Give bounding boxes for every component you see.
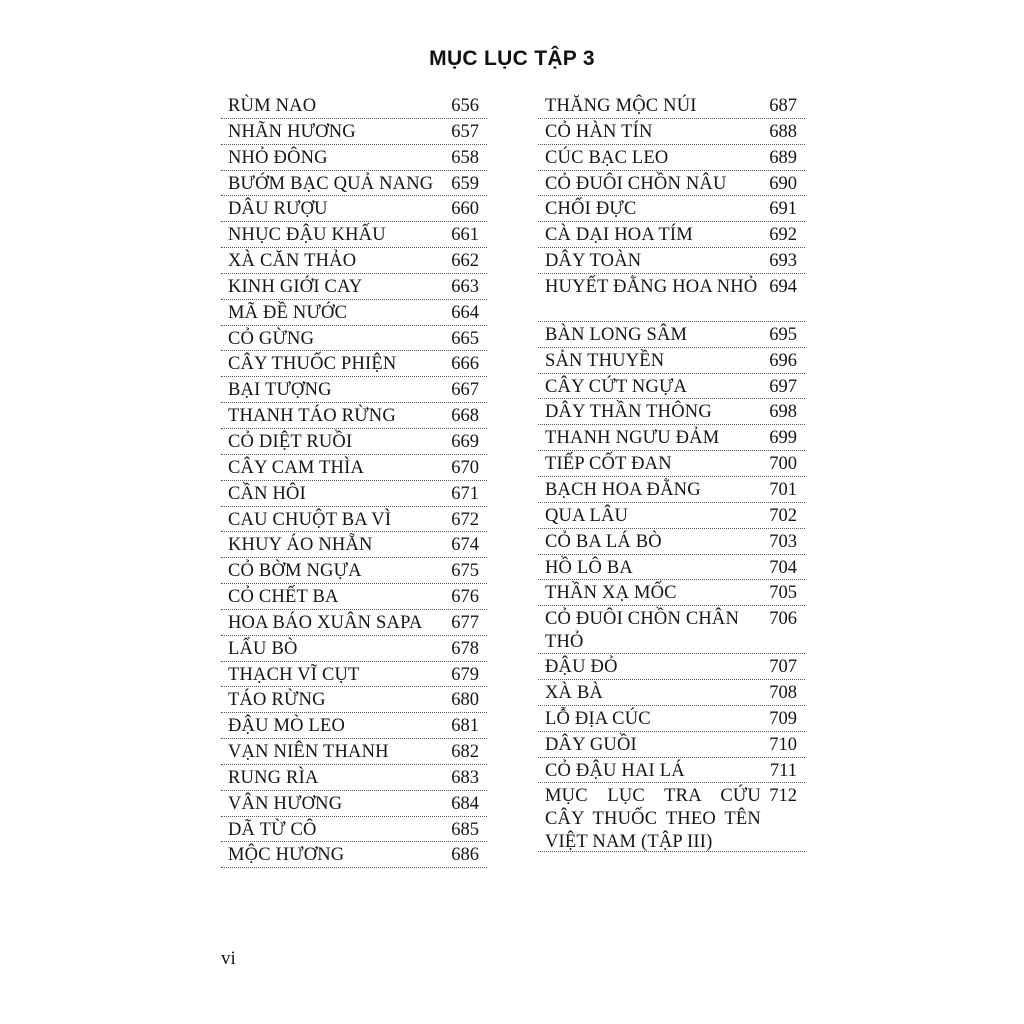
toc-entry-page-number: 667 <box>451 380 479 401</box>
toc-entry <box>221 455 487 481</box>
toc-entry-title: HUYẾT ĐẰNG HOA NHỎ <box>545 276 758 297</box>
toc-entry <box>538 196 805 222</box>
toc-entry-title: SẢN THUYỀN <box>545 350 665 371</box>
toc-entry-page-number: 705 <box>769 583 797 604</box>
toc-entry <box>221 403 487 429</box>
toc-entry-title: THĂNG MỘC NÚI <box>545 96 697 116</box>
toc-entry-page-number: 691 <box>769 199 797 220</box>
page-title: MỤC LỤC TẬP 3 <box>429 47 595 70</box>
toc-entry-page-number: 697 <box>769 376 797 397</box>
toc-entry-page-number: 672 <box>451 509 479 530</box>
toc-entry <box>221 93 487 119</box>
toc-entry <box>221 429 487 455</box>
toc-entry-title: THANH NGƯU ĐẢM <box>545 428 720 449</box>
toc-entry-title: RÙM NAO <box>228 96 317 116</box>
toc-entry <box>538 783 805 852</box>
toc-entry-page-number: 687 <box>769 96 797 116</box>
toc-entry <box>221 171 487 197</box>
toc-entry-title: XÀ BÀ <box>545 683 604 704</box>
toc-entry-page-number: 711 <box>769 760 797 781</box>
toc-entry-page-number: 708 <box>769 683 797 704</box>
toc-entry-title: CHỔI ĐỰC <box>545 199 637 220</box>
toc-entry-title: CÀ DẠI HOA TÍM <box>545 225 693 246</box>
toc-entry-page-number: 680 <box>451 690 479 711</box>
toc-entry <box>538 706 805 732</box>
toc-entry-page-number: 660 <box>451 199 479 220</box>
toc-entry-page-number: 683 <box>451 767 479 788</box>
toc-entry-title: TÁO RỪNG <box>228 690 326 711</box>
toc-entry <box>538 606 805 654</box>
toc-entry <box>221 765 487 791</box>
toc-entry-page-number: 712 <box>769 786 797 807</box>
toc-entry <box>538 274 805 322</box>
toc-entry-page-number: 694 <box>769 276 797 297</box>
toc-entry-page-number: 674 <box>451 535 479 556</box>
toc-entry-title: MỤC LỤC TRA CỨU CÂY THUỐC THEO TÊN VIỆT NAM (TẬP III) <box>545 786 761 853</box>
toc-entry-page-number: 701 <box>769 479 797 500</box>
toc-entry-title: CỎ ĐUÔI CHỒN NÂU <box>545 173 727 194</box>
toc-entry-title: THANH TÁO RỪNG <box>228 406 396 427</box>
toc-entry <box>221 791 487 817</box>
toc-entry <box>538 654 805 680</box>
toc-entry-title: NHỤC ĐẬU KHẤU <box>228 225 386 246</box>
toc-entry-page-number: 671 <box>451 483 479 504</box>
toc-entry <box>538 503 805 529</box>
toc-entry-title: VẠN NIÊN THANH <box>228 742 389 763</box>
toc-entry <box>538 425 805 451</box>
toc-entry-title: CAU CHUỘT BA VÌ <box>228 509 392 530</box>
toc-entry-page-number: 690 <box>769 173 797 194</box>
toc-entry <box>221 532 487 558</box>
toc-entry-page-number: 685 <box>451 819 479 840</box>
toc-entry-page-number: 668 <box>451 406 479 427</box>
toc-entry-page-number: 686 <box>451 845 479 866</box>
toc-entry <box>538 374 805 400</box>
toc-entry-page-number: 688 <box>769 121 797 142</box>
toc-entry-title: NHÃN HƯƠNG <box>228 121 356 142</box>
toc-entry-title: THẠCH VĨ CỤT <box>228 664 360 685</box>
toc-entry <box>221 842 487 868</box>
toc-entry-title: BƯỚM BẠC QUẢ NANG <box>228 173 434 194</box>
toc-entry <box>538 248 805 274</box>
toc-entry-title: DÂY THẦN THÔNG <box>545 402 712 423</box>
toc-entry-title: CẦN HÔI <box>228 483 306 504</box>
toc-column-right <box>538 93 805 852</box>
toc-entry-page-number: 700 <box>769 454 797 475</box>
toc-entry-page-number: 679 <box>451 664 479 685</box>
toc-entry-title: CỎ ĐUÔI CHỒN CHÂN THỎ <box>545 609 740 653</box>
toc-entry <box>538 171 805 197</box>
toc-entry <box>538 451 805 477</box>
toc-entry-page-number: 676 <box>451 587 479 608</box>
toc-entry-title: CÂY CỨT NGỰA <box>545 376 688 397</box>
toc-entry-page-number: 703 <box>769 531 797 552</box>
toc-entry <box>221 145 487 171</box>
toc-entry-page-number: 656 <box>451 96 479 116</box>
toc-entry <box>538 322 805 348</box>
toc-entry <box>221 636 487 662</box>
toc-entry-page-number: 670 <box>451 457 479 478</box>
toc-entry-page-number: 699 <box>769 428 797 449</box>
toc-entry-title: CỎ HÀN TÍN <box>545 121 653 142</box>
toc-entry <box>221 662 487 688</box>
toc-entry <box>538 222 805 248</box>
toc-entry-title: CỎ BA LÁ BÒ <box>545 531 662 552</box>
toc-entry-page-number: 657 <box>451 121 479 142</box>
toc-entry-title: LỖ ĐỊA CÚC <box>545 708 651 729</box>
toc-entry <box>538 555 805 581</box>
toc-entry-title: MỘC HƯƠNG <box>228 845 345 866</box>
toc-entry-page-number: 689 <box>769 147 797 168</box>
toc-entry <box>221 558 487 584</box>
toc-entry-page-number: 698 <box>769 402 797 423</box>
toc-entry-page-number: 666 <box>451 354 479 375</box>
toc-entry <box>221 610 487 636</box>
toc-entry-title: VÂN HƯƠNG <box>228 793 343 814</box>
toc-entry-page-number: 681 <box>451 716 479 737</box>
toc-entry-title: TIẾP CỐT ĐAN <box>545 454 672 475</box>
toc-column-left <box>221 93 487 868</box>
toc-entry <box>538 119 805 145</box>
toc-entry <box>538 348 805 374</box>
toc-entry <box>538 399 805 425</box>
toc-entry-title: RUNG RÌA <box>228 767 319 788</box>
toc-entry-page-number: 682 <box>451 742 479 763</box>
toc-entry-title: CỎ GỪNG <box>228 328 315 349</box>
toc-entry-title: CỎ DIỆT RUỒI <box>228 431 353 452</box>
toc-entry-title: HOA BÁO XUÂN SAPA <box>228 612 423 633</box>
toc-entry-title: KINH GIỚI CAY <box>228 276 363 297</box>
toc-entry-page-number: 709 <box>769 708 797 729</box>
toc-entry-title: DÂY TOÀN <box>545 251 642 272</box>
toc-entry-title: KHUY ÁO NHẴN <box>228 535 373 556</box>
toc-entry <box>538 145 805 171</box>
toc-entry <box>538 93 805 119</box>
toc-entry <box>221 222 487 248</box>
toc-entry-title: CÚC BẠC LEO <box>545 147 669 168</box>
toc-entry-page-number: 675 <box>451 561 479 582</box>
toc-entry <box>221 739 487 765</box>
toc-entry-page-number: 665 <box>451 328 479 349</box>
toc-entry <box>221 326 487 352</box>
toc-entry <box>221 196 487 222</box>
toc-entry <box>538 758 805 784</box>
toc-entry-title: DÂY GUỒI <box>545 734 637 755</box>
toc-entry-title: CỎ BỜM NGỰA <box>228 561 362 582</box>
toc-entry <box>538 680 805 706</box>
toc-entry-title: DÃ TỪ CÔ <box>228 819 317 840</box>
toc-entry-page-number: 695 <box>769 324 797 345</box>
toc-entry <box>538 732 805 758</box>
toc-entry <box>221 377 487 403</box>
toc-entry-page-number: 664 <box>451 302 479 323</box>
toc-entry-title: BẠI TƯỢNG <box>228 380 332 401</box>
toc-entry-page-number: 669 <box>451 431 479 452</box>
toc-entry-page-number: 702 <box>769 505 797 526</box>
toc-entry-title: CỎ ĐẬU HAI LÁ <box>545 760 685 781</box>
toc-entry-page-number: 684 <box>451 793 479 814</box>
toc-entry-title: ĐẬU ĐỎ <box>545 657 618 678</box>
toc-entry-title: DÂU RƯỢU <box>228 199 328 220</box>
toc-entry-page-number: 693 <box>769 251 797 272</box>
toc-entry <box>538 529 805 555</box>
toc-entry-page-number: 696 <box>769 350 797 371</box>
toc-entry-page-number: 704 <box>769 557 797 578</box>
toc-entry <box>221 351 487 377</box>
toc-entry-page-number: 678 <box>451 638 479 659</box>
toc-entry-page-number: 659 <box>451 173 479 194</box>
toc-entry-title: QUA LÂU <box>545 505 629 526</box>
toc-entry <box>221 817 487 843</box>
page-number-folio: vi <box>221 948 236 969</box>
toc-entry <box>221 274 487 300</box>
toc-entry-title: CÂY CAM THÌA <box>228 457 365 478</box>
toc-entry-title: CÂY THUỐC PHIỆN <box>228 354 397 375</box>
toc-entry <box>221 584 487 610</box>
toc-entry-page-number: 662 <box>451 251 479 272</box>
toc-entry-page-number: 658 <box>451 147 479 168</box>
toc-entry-page-number: 663 <box>451 276 479 297</box>
toc-entry <box>221 713 487 739</box>
toc-entry-title: HỒ LÔ BA <box>545 557 633 578</box>
toc-entry <box>221 300 487 326</box>
toc-entry <box>221 507 487 533</box>
toc-entry <box>221 481 487 507</box>
toc-entry <box>221 248 487 274</box>
toc-entry-title: MÃ ĐỀ NƯỚC <box>228 302 348 323</box>
toc-entry-page-number: 661 <box>451 225 479 246</box>
toc-entry-title: THẦN XẠ MỐC <box>545 583 677 604</box>
toc-entry-page-number: 692 <box>769 225 797 246</box>
toc-entry-title: BẠCH HOA ĐẰNG <box>545 479 701 500</box>
toc-entry <box>221 687 487 713</box>
toc-entry <box>538 580 805 606</box>
toc-entry-page-number: 706 <box>769 609 797 630</box>
toc-entry-title: CỎ CHẾT BA <box>228 587 339 608</box>
toc-entry-title: NHỎ ĐÔNG <box>228 147 328 168</box>
toc-entry <box>538 477 805 503</box>
toc-entry-page-number: 677 <box>451 612 479 633</box>
toc-entry-title: LẨU BÒ <box>228 638 298 659</box>
toc-entry-title: XÀ CĂN THẢO <box>228 251 357 272</box>
toc-entry-title: ĐẬU MÒ LEO <box>228 716 346 737</box>
toc-entry <box>221 119 487 145</box>
toc-entry-page-number: 707 <box>769 657 797 678</box>
toc-entry-page-number: 710 <box>769 734 797 755</box>
toc-entry-title: BÀN LONG SÂM <box>545 324 688 345</box>
